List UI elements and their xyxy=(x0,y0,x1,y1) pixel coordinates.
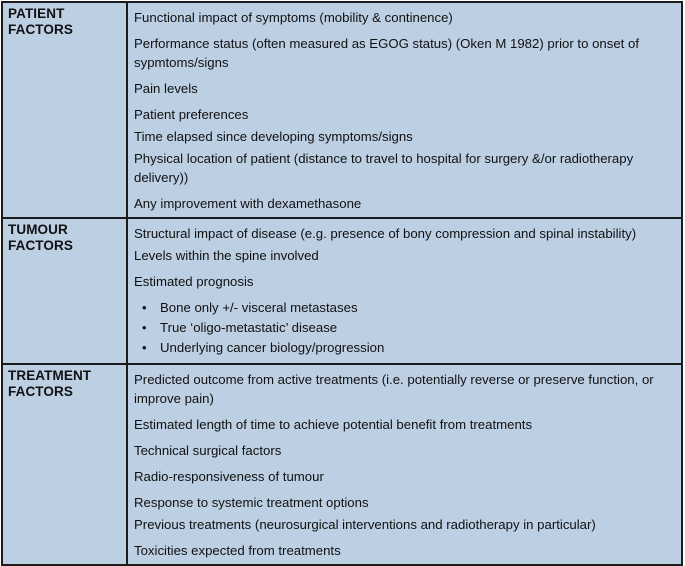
factor-item: Functional impact of symptoms (mobility & continence) xyxy=(134,10,453,25)
factors-table xyxy=(1,1,683,566)
factor-item: Predicted outcome from active treatments (i.e. potentially reverse or preserve function, or improve pain) xyxy=(134,372,654,406)
category-cell: TUMOUR FACTORS xyxy=(2,218,127,364)
factor-item: Radio-responsiveness of tumour xyxy=(134,469,324,484)
factor-item: Technical surgical factors xyxy=(134,443,282,458)
items-cell xyxy=(127,364,682,565)
category-cell: TREATMENT FACTORS xyxy=(2,364,127,565)
factor-item: Time elapsed since developing symptoms/signs xyxy=(134,129,413,144)
bullet-item: • Underlying cancer biology/progression xyxy=(142,338,675,357)
factor-item: Pain levels xyxy=(134,81,198,96)
factor-item: Estimated length of time to achieve potential benefit from treatments xyxy=(134,417,533,432)
category-cell: PATIENT FACTORS xyxy=(2,2,127,218)
factor-item: Response to systemic treatment options xyxy=(134,495,369,510)
bullet-list xyxy=(134,298,675,357)
factor-item: Previous treatments (neurosurgical interventions and radiotherapy in particular) xyxy=(134,517,596,532)
items-cell xyxy=(127,2,682,218)
factor-item: Performance status (often measured as EGOG status) (Oken M 1982) prior to onset of sypmtoms/signs xyxy=(134,36,640,70)
bullet-item: • Bone only +/- visceral metastases xyxy=(142,298,675,317)
factor-item: Patient preferences xyxy=(134,107,249,122)
items-cell xyxy=(127,218,682,364)
table-row-tumour-factors xyxy=(2,218,682,364)
factor-item: Toxicities expected from treatments xyxy=(134,543,341,558)
factor-item: Physical location of patient (distance to travel to hospital for surgery &/or radiotherapy delivery)) xyxy=(134,151,634,185)
table-row-treatment-factors xyxy=(2,364,682,565)
factor-item: Structural impact of disease (e.g. presence of bony compression and spinal instability) xyxy=(134,226,637,241)
factor-item: Levels within the spine involved xyxy=(134,248,319,263)
factor-item: Estimated prognosis xyxy=(134,274,254,289)
table-row-patient-factors xyxy=(2,2,682,218)
factor-item: Any improvement with dexamethasone xyxy=(134,196,362,211)
bullet-item: • True ‘oligo-metastatic’ disease xyxy=(142,318,675,337)
